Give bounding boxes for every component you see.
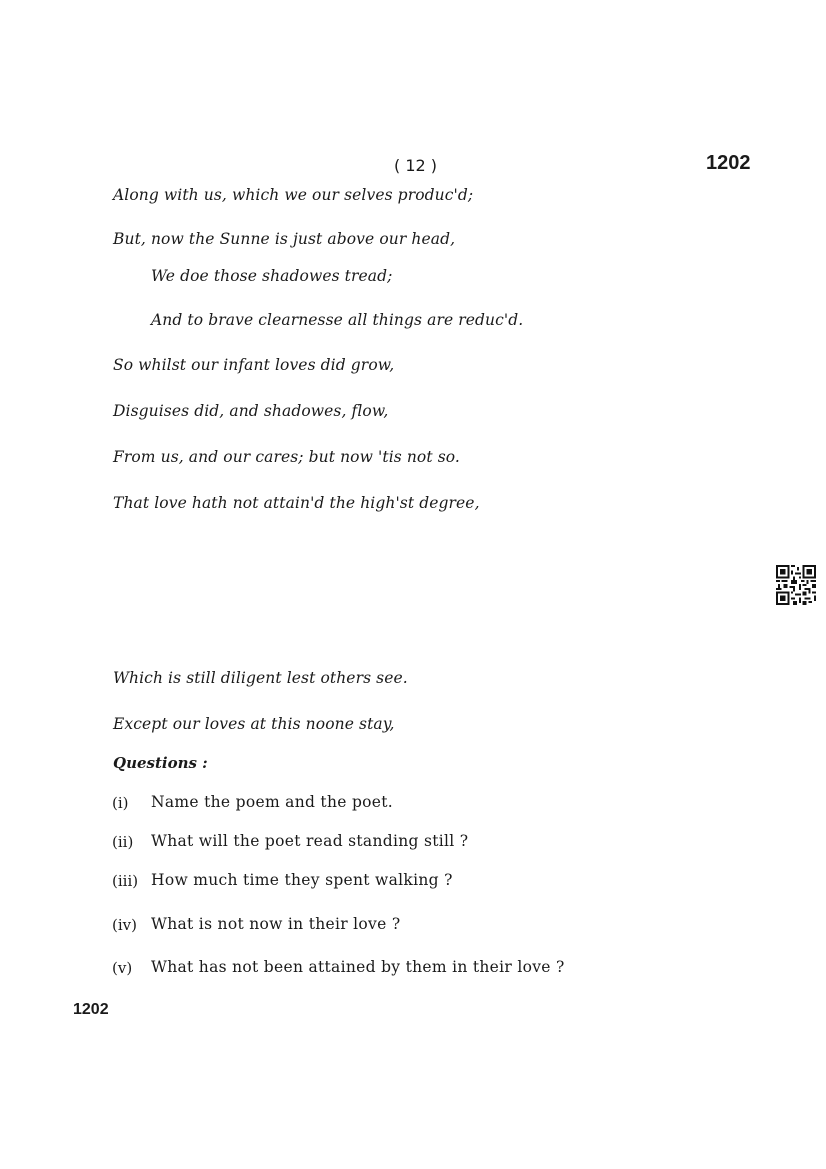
poem-line-7: From us, and our cares; but now 'tis not so. [113,448,460,466]
question-text: Name the poem and the poet. [151,793,394,811]
question-number: (v) [112,959,133,977]
poem-line-4: And to brave clearnesse all things are reduc'd. [151,311,524,329]
poem-line-1: Along with us, which we our selves produc'd; [113,186,474,204]
question-number: (iii) [112,872,139,890]
poem-line-5: So whilst our infant loves did grow, [113,356,395,374]
paper-code-footer: 1202 [73,1001,109,1018]
poem-line-8: That love hath not attain'd the high'st degree, [113,494,480,512]
questions-heading: Questions : [113,754,208,772]
question-text: What has not been attained by them in their love ? [151,958,565,976]
paper-code-header: 1202 [706,152,751,174]
poem-line-6: Disguises did, and shadowes, flow, [113,402,389,420]
poem-line-3: We doe those shadowes tread; [151,267,393,285]
question-number: (i) [112,794,129,812]
poem-line-2: But, now the Sunne is just above our head, [113,230,456,248]
poem-line-9: Which is still diligent lest others see. [113,669,408,687]
poem-line-10: Except our loves at this noone stay, [113,715,395,733]
page-number: ( 12 ) [394,156,438,175]
qr-code-icon [776,565,816,609]
question-number: (ii) [112,833,134,851]
question-number: (iv) [112,916,137,934]
question-text: What is not now in their love ? [151,915,401,933]
question-text: How much time they spent walking ? [151,871,453,889]
question-text: What will the poet read standing still ? [151,832,469,850]
